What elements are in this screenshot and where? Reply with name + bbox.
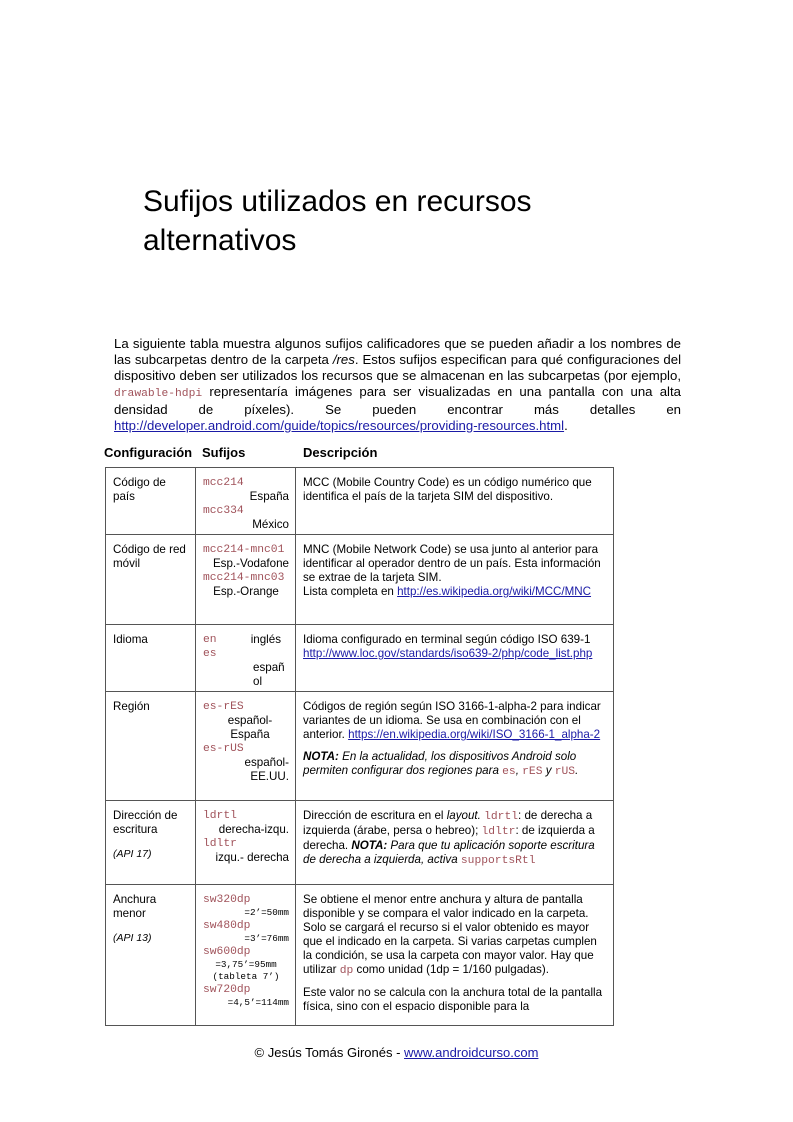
config-cell: Código de país (106, 468, 196, 535)
intro-text: . Estos sufijos especifican para qué configuraciones del dispositivo deben ser utilizados los recursos que se almacenan en las subcarpetas (por ejemplo, (114, 352, 681, 383)
note-code: es (502, 766, 516, 778)
suffix-code: es-rUS (203, 743, 244, 755)
note-text: Para que tu aplicación soporte escritura de derecha a izquierda, activa (303, 839, 595, 866)
config-cell: Región (106, 692, 196, 801)
page-footer (0, 1045, 793, 1060)
suffix-line (203, 633, 289, 647)
table-row (106, 885, 614, 1026)
copyright-text: © Jesús Tomás Gironés - (254, 1045, 405, 1060)
note-label: NOTA: (351, 839, 388, 852)
table-row (106, 692, 614, 801)
config-label: Dirección de escritura (113, 809, 178, 836)
note-label: NOTA: (303, 750, 339, 763)
res-folder: /res (332, 352, 355, 367)
suffix-value: =2’=50mm (244, 907, 289, 918)
table-row (106, 468, 614, 535)
api-level: (API 13) (113, 932, 152, 944)
iso3166-link[interactable]: https://en.wikipedia.org/wiki/ISO_3166-1_alpha-2 (348, 728, 601, 741)
suffix-code: en (203, 634, 217, 646)
description-text: Códigos de región según ISO 3166-1-alpha-2 para indicar variantes de un idioma. Se usa en combinación con el anterior. (303, 700, 601, 741)
description-cell (296, 692, 614, 801)
description-text: : de derecha a izquierda (árabe, persa o hebreo); (303, 809, 593, 837)
layout-term: layout. (446, 809, 481, 822)
description-text: : de izquierda a derecha. (303, 824, 595, 852)
suffix-cell (196, 468, 296, 535)
suffix-value: México (252, 518, 289, 531)
suffix-cell (196, 692, 296, 801)
description-code: ldltr (481, 826, 516, 838)
description-text: Este valor no se calcula con la anchura total de la pantalla física, sino con el espacio disponible para la (303, 986, 603, 1013)
config-cell (106, 885, 196, 1026)
suffix-code: ldrtl (203, 810, 237, 822)
table-row (106, 625, 614, 692)
intro-text: La siguiente tabla muestra algunos sufijos calificadores que se pueden añadir a los nombres de las subcarpetas dentro de la carpeta (114, 336, 681, 367)
suffix-code: sw320dp (203, 894, 251, 906)
suffix-code: mcc334 (203, 505, 244, 517)
suffix-table (105, 467, 614, 1026)
description-text: como unidad (1dp = 1/160 pulgadas). (353, 963, 549, 976)
suffix-code: mcc214-mnc03 (203, 572, 285, 584)
suffix-cell (196, 885, 296, 1026)
website-link[interactable]: www.androidcurso.com (404, 1045, 539, 1060)
description-cell (296, 535, 614, 625)
note-code: rUS (554, 766, 576, 778)
config-cell: Idioma (106, 625, 196, 692)
description-text: Dirección de escritura en el (303, 809, 447, 822)
suffix-value: Esp.-Vodafone (212, 557, 289, 570)
suffix-code: sw600dp (203, 946, 251, 958)
note-code: supportsRtl (460, 855, 536, 867)
suffix-code: mcc214 (203, 477, 244, 489)
suffix-value: español-España (227, 714, 273, 741)
config-label: Anchura menor (113, 893, 157, 920)
suffix-value: España (249, 490, 289, 503)
header-description: Descripción (303, 445, 378, 460)
suffix-code: es (203, 648, 217, 660)
table-row (106, 801, 614, 885)
suffix-cell (196, 625, 296, 692)
page-title: Sufijos utilizados en recursos alternativos (143, 185, 532, 257)
api-level: (API 17) (113, 848, 152, 860)
iso639-link[interactable]: http://www.loc.gov/standards/iso639-2/php/code_list.php (303, 647, 593, 660)
note-text: En la actualidad, los dispositivos Android solo permiten configurar dos regiones para (303, 750, 577, 777)
suffix-value: derecha-izqu. (218, 823, 289, 836)
suffix-value: izqu.- derecha (215, 851, 289, 864)
developer-link[interactable]: http://developer.android.com/guide/topics/resources/providing-resources.html (114, 418, 565, 433)
note-text: . (575, 764, 579, 777)
intro-paragraph (114, 336, 681, 434)
description-cell (296, 885, 614, 1026)
note-code: rES (522, 766, 543, 778)
config-cell (106, 801, 196, 885)
description-cell: MCC (Mobile Country Code) es un código numérico que identifica el país de la tarjeta SIM del dispositivo. (296, 468, 614, 535)
suffix-value: Esp.-Orange (213, 585, 279, 598)
suffix-value: =3’=76mm (244, 933, 289, 944)
suffix-cell (196, 801, 296, 885)
header-suffixes: Sufijos (202, 445, 246, 460)
description-text: MNC (Mobile Network Code) se usa junto al anterior para identificar al operador dentro de un país. Esta información se extrae de la tarjeta SIM. (303, 543, 601, 584)
config-cell: Código de red móvil (106, 535, 196, 625)
region-note (303, 750, 607, 779)
description-cell (296, 625, 614, 692)
intro-text: representaría imágenes para ser visualizadas en una pantalla con una alta densidad de píxeles). Se pueden encontrar más detalles en (114, 384, 681, 417)
description-text: Idioma configurado en terminal según código ISO 639-1 (303, 633, 591, 646)
suffix-value: =3,75’=95mm (tableta 7’) (212, 959, 280, 982)
description-code: ldrtl (484, 811, 519, 823)
suffix-code: es-rES (203, 701, 244, 713)
suffix-value: español-EE.UU. (244, 756, 289, 783)
suffix-code: sw480dp (203, 920, 251, 932)
description-code: dp (339, 965, 354, 977)
suffix-code: sw720dp (203, 984, 251, 996)
description-text: Se obtiene el menor entre anchura y altura de pantalla disponible y se compara el valor indicado en la carpeta. Solo se cargará el recurso si el valor obtenido es mayor que el indicado en la carpeta. Si varias carpetas cumplen la condición, se usa la carpeta con mayor valor. Hay que utilizar (303, 893, 597, 976)
suffix-value: =4,5’=114mm (227, 997, 289, 1008)
header-config: Configuración (104, 445, 193, 460)
intro-text: . (564, 418, 568, 433)
description-cell (296, 801, 614, 885)
suffix-code: mcc214-mnc01 (203, 544, 285, 556)
suffix-cell (196, 535, 296, 625)
note-text: , (515, 764, 523, 777)
code-example: drawable-hdpi (114, 388, 203, 400)
mcc-mnc-link[interactable]: http://es.wikipedia.org/wiki/MCC/MNC (397, 585, 592, 598)
suffix-value: inglés (250, 633, 281, 646)
suffix-value: español (253, 661, 285, 688)
note-text: y (542, 764, 555, 777)
description-text: Lista completa en (303, 585, 398, 598)
suffix-code: ldltr (203, 838, 237, 850)
table-row (106, 535, 614, 625)
